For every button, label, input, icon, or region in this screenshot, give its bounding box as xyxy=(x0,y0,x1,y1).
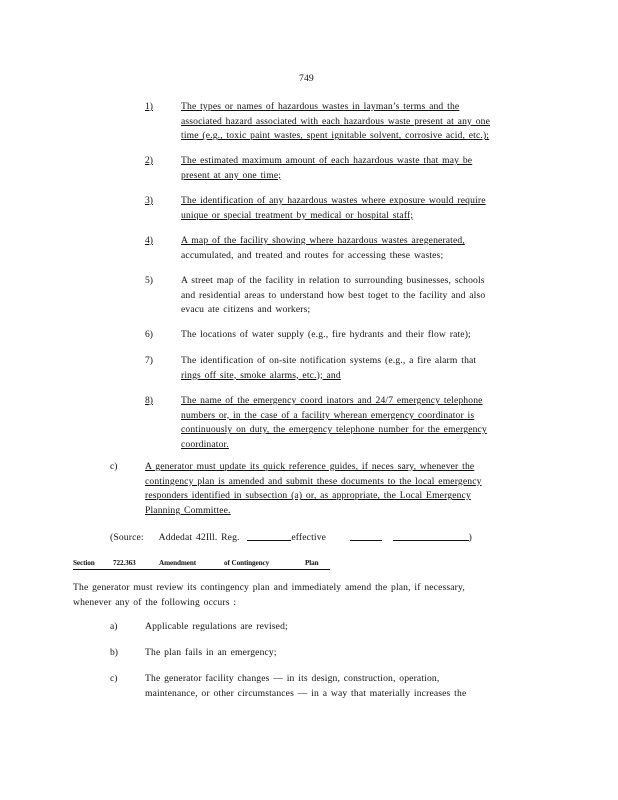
list-number: 3) xyxy=(145,195,153,206)
list-item-text: The name of the emergency coord inators and 24/7 emergency telephone numbers or, in the case of a facility wherean emergency coordinator is continuously on duty, the emergency telephone number for the emergency coordinator. xyxy=(181,395,487,450)
intro-paragraph: The generator must review its contingency plan and immediately amend the plan, if necessary, whenever any of the following occurs : xyxy=(73,582,465,608)
list-number: 4) xyxy=(145,235,153,246)
list-item-text: The plan fails in an emergency; xyxy=(145,647,277,658)
list-item-text: A map of the facility showing where hazardous wastes aregenerated, accumulated, and treated and routes for accessing these wastes; xyxy=(181,235,465,261)
list-item-text: The identification of any hazardous wastes where exposure would require unique or special treatment by medical or hospital staff; xyxy=(181,195,486,221)
list-number: 5) xyxy=(145,275,153,286)
section-heading: Section 722.363 Amendment of Contingency Plan xyxy=(73,557,330,570)
list-number: 8) xyxy=(145,395,153,406)
list-letter: c) xyxy=(110,673,118,684)
list-letter: a) xyxy=(110,621,118,632)
source-note: (Source: Addedat 42Ill. Reg. effective ) xyxy=(110,532,472,543)
list-item-text: The estimated maximum amount of each hazardous waste that may be present at any one time; xyxy=(181,155,473,181)
list-number: 2) xyxy=(145,155,153,166)
list-letter: b) xyxy=(110,647,118,658)
list-item-text: The locations of water supply (e.g., fire hydrants and their flow rate); xyxy=(181,329,471,340)
list-item-text: A street map of the facility in relation to surrounding businesses, schools and residential areas to understand how best toget to the facility and also evacu ate citizens and workers; xyxy=(181,275,486,316)
subsection-letter: c) xyxy=(110,461,118,472)
list-item-text: The generator facility changes — in its design, construction, operation, maintenance, or other circumstances — in a way that materially increases the xyxy=(145,673,467,699)
subsection-text: A generator must update its quick reference guides, if neces sary, whenever the contingency plan is amended and submit these documents to the local emergency responders identified in subsection (a) or, as appropriate, the Local Emergency Planning Committee. xyxy=(145,461,482,516)
list-number: 6) xyxy=(145,329,153,340)
list-item-text: Applicable regulations are revised; xyxy=(145,621,288,632)
list-item-text: The types or names of hazardous wastes in layman’s terms and the associated hazard associated with each hazardous waste present at any one time (e.g., toxic paint wastes, spent ignitable solvent, corrosive acid, etc.); xyxy=(181,101,491,142)
page-number: 749 xyxy=(299,73,314,84)
list-number: 7) xyxy=(145,355,153,366)
list-number: 1) xyxy=(145,101,153,112)
list-item-text: The identification of on-site notification systems (e.g., a fire alarm that rings off site, smoke alarms, etc.); and xyxy=(181,355,477,381)
